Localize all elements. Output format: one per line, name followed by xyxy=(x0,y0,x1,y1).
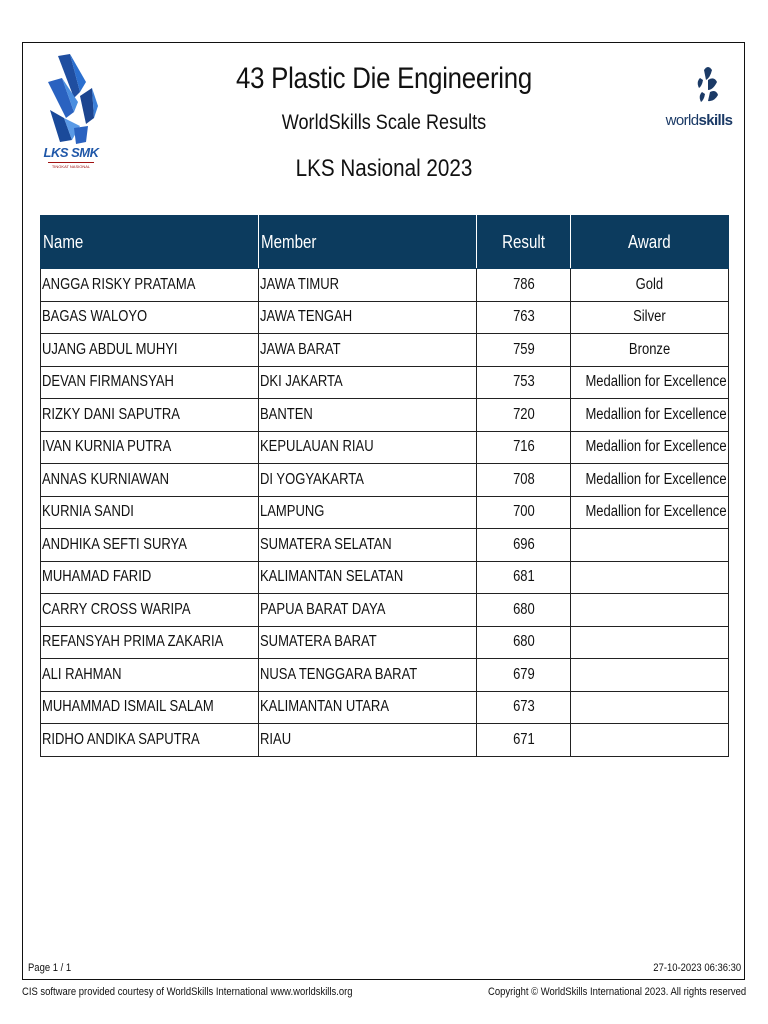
worldskills-logo-world: world xyxy=(665,112,699,129)
table-row xyxy=(41,561,729,594)
page-subtitle: WorldSkills Scale Results xyxy=(281,111,487,134)
cell-award xyxy=(571,594,729,627)
cell-result: 681 xyxy=(477,561,571,594)
cell-member: JAWA TIMUR xyxy=(259,269,477,302)
cell-name: ALI RAHMAN xyxy=(41,659,259,692)
cell-award: Gold xyxy=(571,269,729,302)
cell-award xyxy=(571,529,729,562)
page-number: Page 1 / 1 xyxy=(28,962,72,974)
cell-name: BAGAS WALOYO xyxy=(41,301,259,334)
cell-name: MUHAMAD FARID xyxy=(41,561,259,594)
cell-result: 680 xyxy=(477,594,571,627)
lks-logo-text: LKS SMK xyxy=(43,145,99,160)
cell-name: CARRY CROSS WARIPA xyxy=(41,594,259,627)
cell-member: PAPUA BARAT DAYA xyxy=(259,594,477,627)
cell-name: REFANSYAH PRIMA ZAKARIA xyxy=(41,626,259,659)
cell-result: 673 xyxy=(477,691,571,724)
cell-name: RIDHO ANDIKA SAPUTRA xyxy=(41,724,259,757)
column-header-name: Name xyxy=(41,216,259,269)
worldskills-logo-text xyxy=(664,112,734,129)
cell-member: RIAU xyxy=(259,724,477,757)
cell-result: 720 xyxy=(477,399,571,432)
cell-member: NUSA TENGGARA BARAT xyxy=(259,659,477,692)
cell-award xyxy=(571,561,729,594)
cell-member: SUMATERA BARAT xyxy=(259,626,477,659)
cell-member: JAWA BARAT xyxy=(259,334,477,367)
cell-award: Silver xyxy=(571,301,729,334)
cell-name: UJANG ABDUL MUHYI xyxy=(41,334,259,367)
cell-result: 753 xyxy=(477,366,571,399)
table-row xyxy=(41,269,729,302)
cell-award: Medallion for Excellence xyxy=(571,496,729,529)
cell-result: 679 xyxy=(477,659,571,692)
worldskills-logo xyxy=(664,64,734,136)
cell-member: KALIMANTAN UTARA xyxy=(259,691,477,724)
cell-award: Medallion for Excellence xyxy=(571,366,729,399)
cell-member: LAMPUNG xyxy=(259,496,477,529)
cell-member: KALIMANTAN SELATAN xyxy=(259,561,477,594)
cell-name: KURNIA SANDI xyxy=(41,496,259,529)
table-row xyxy=(41,399,729,432)
cell-name: ANNAS KURNIAWAN xyxy=(41,464,259,497)
cell-award: Medallion for Excellence xyxy=(571,431,729,464)
column-header-result: Result xyxy=(477,216,571,269)
table-row xyxy=(41,724,729,757)
cell-member: DKI JAKARTA xyxy=(259,366,477,399)
cell-award: Medallion for Excellence xyxy=(571,399,729,432)
lks-smk-logo xyxy=(40,52,102,180)
copyright-notice: Copyright © WorldSkills International 2023. All rights reserved xyxy=(487,986,746,998)
table-row xyxy=(41,301,729,334)
page-title: 43 Plastic Die Engineering xyxy=(236,62,532,95)
cell-member: BANTEN xyxy=(259,399,477,432)
table-row xyxy=(41,659,729,692)
cell-name: MUHAMMAD ISMAIL SALAM xyxy=(41,691,259,724)
results-table xyxy=(40,215,729,757)
table-row xyxy=(41,464,729,497)
cell-name: DEVAN FIRMANSYAH xyxy=(41,366,259,399)
cell-result: 786 xyxy=(477,269,571,302)
software-credit: CIS software provided courtesy of WorldSkills International www.worldskills.org xyxy=(22,986,353,998)
table-row xyxy=(41,496,729,529)
table-row xyxy=(41,594,729,627)
lks-logo-subtext: TINGKAT NASIONAL xyxy=(48,162,94,169)
cell-result: 716 xyxy=(477,431,571,464)
cell-name: RIZKY DANI SAPUTRA xyxy=(41,399,259,432)
cell-name: IVAN KURNIA PUTRA xyxy=(41,431,259,464)
table-header-row xyxy=(41,216,729,269)
print-timestamp: 27-10-2023 06:36:30 xyxy=(653,962,741,974)
event-name: LKS Nasional 2023 xyxy=(295,155,473,182)
table-row xyxy=(41,431,729,464)
worldskills-hands-icon xyxy=(664,64,734,110)
column-header-member: Member xyxy=(259,216,477,269)
cell-name: ANDHIKA SEFTI SURYA xyxy=(41,529,259,562)
worldskills-logo-skills: skills xyxy=(698,112,733,129)
cell-result: 671 xyxy=(477,724,571,757)
table-row xyxy=(41,334,729,367)
cell-result: 708 xyxy=(477,464,571,497)
results-table-body xyxy=(41,269,729,757)
cell-member: DI YOGYAKARTA xyxy=(259,464,477,497)
table-row xyxy=(41,529,729,562)
cell-award xyxy=(571,691,729,724)
table-row xyxy=(41,691,729,724)
table-row xyxy=(41,626,729,659)
cell-result: 759 xyxy=(477,334,571,367)
column-header-award: Award xyxy=(571,216,729,269)
cell-result: 696 xyxy=(477,529,571,562)
lks-flame-icon xyxy=(40,52,102,147)
cell-award xyxy=(571,724,729,757)
cell-result: 763 xyxy=(477,301,571,334)
cell-result: 680 xyxy=(477,626,571,659)
cell-award xyxy=(571,659,729,692)
cell-name: ANGGA RISKY PRATAMA xyxy=(41,269,259,302)
cell-award: Medallion for Excellence xyxy=(571,464,729,497)
cell-award: Bronze xyxy=(571,334,729,367)
cell-result: 700 xyxy=(477,496,571,529)
cell-award xyxy=(571,626,729,659)
table-row xyxy=(41,366,729,399)
cell-member: KEPULAUAN RIAU xyxy=(259,431,477,464)
cell-member: SUMATERA SELATAN xyxy=(259,529,477,562)
cell-member: JAWA TENGAH xyxy=(259,301,477,334)
